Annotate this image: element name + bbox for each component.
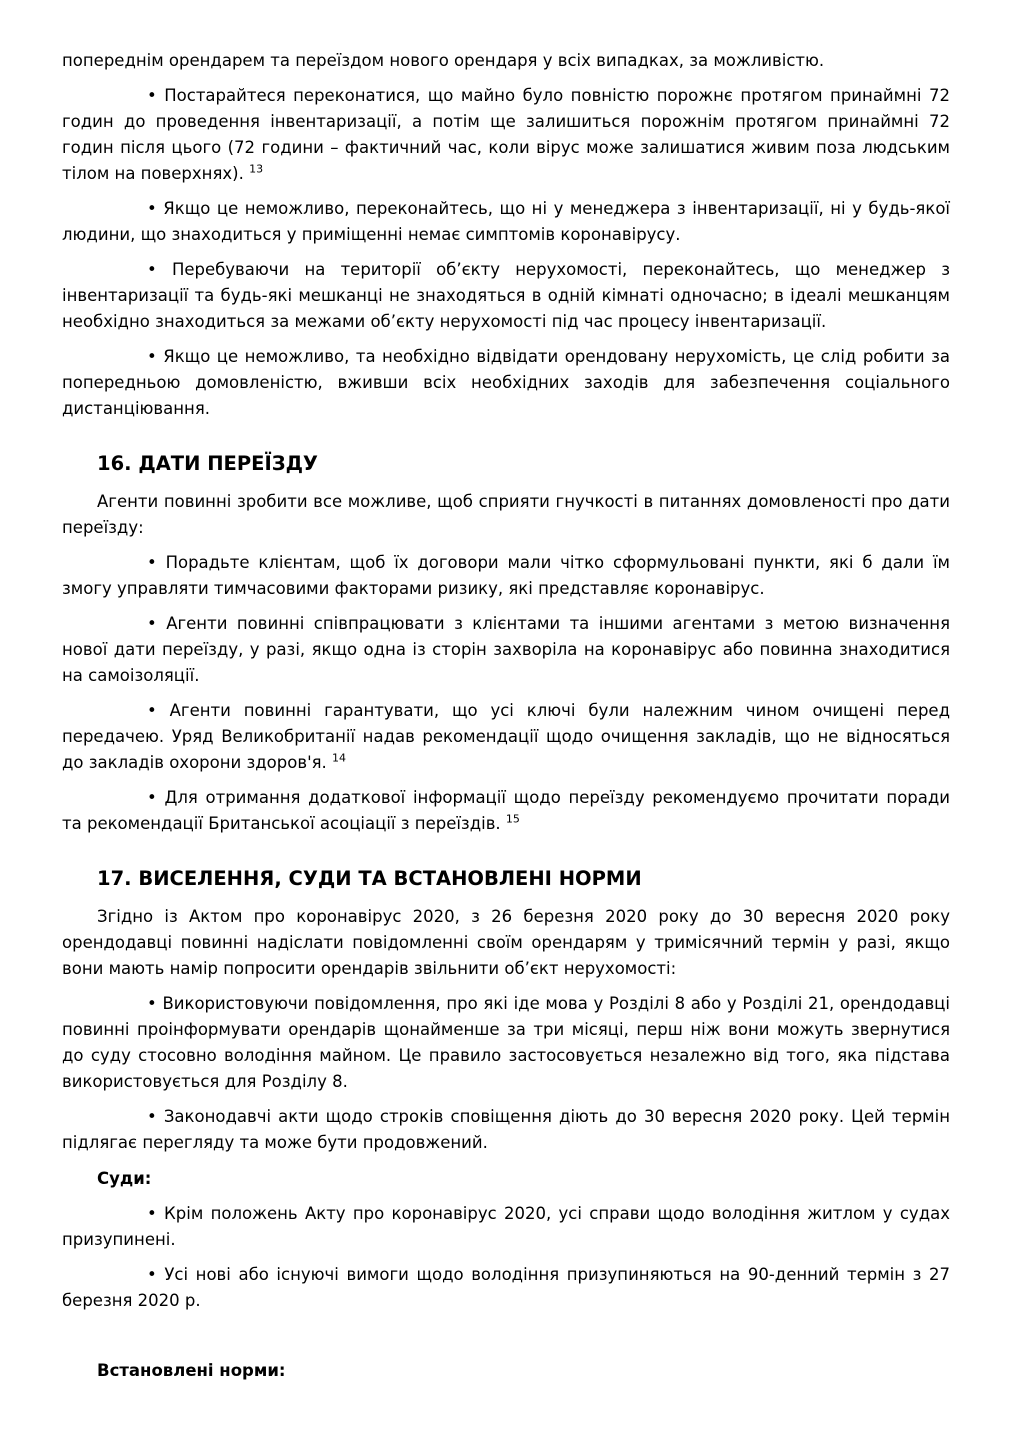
- paragraph: попереднім орендарем та переїздом нового орендаря у всіх випадках, за можливістю.: [62, 51, 825, 70]
- bullet-item: • Законодавчі акти щодо строків сповіщення діють до 30 вересня 2020 року. Цей термін підлягає перегляду та може бути продовжений.: [62, 1107, 950, 1152]
- bullet-marker: •: [147, 553, 166, 572]
- footnote-ref: 14: [332, 751, 347, 765]
- bullet-marker: •: [147, 701, 170, 720]
- bullet-marker: •: [147, 1204, 165, 1223]
- bullet-marker: •: [147, 199, 164, 218]
- bullet-item: • Використовуючи повідомлення, про які іде мова у Розділі 8 або у Розділі 21, орендодавці повинні проінформувати орендарів щонайменше за три місяці, перш ніж вони можуть звернутися до суду стосовно володіння майном. Це правило застосовується незалежно від того, яка підстава використовується для Розділу 8.: [62, 994, 950, 1091]
- footnote-ref: 15: [505, 812, 520, 826]
- subsection-heading: Суди:: [97, 1169, 152, 1188]
- bullet-item: • Усі нові або існуючі вимоги щодо володіння призупиняються на 90-денний термін з 27 березня 2020 р.: [62, 1265, 950, 1310]
- bullet-marker: •: [147, 788, 165, 807]
- bullet-marker: •: [147, 260, 172, 279]
- bullet-marker: •: [147, 347, 164, 366]
- bullet-item: • Для отримання додаткової інформації щодо переїзду рекомендуємо прочитати поради та рекомендації Британської асоціації з переїздів. $^{15}$: [62, 788, 951, 833]
- bullet-item: • Агенти повинні співпрацювати з клієнтами та іншими агентами з метою визначення нової дати переїзду, у разі, якщо одна із сторін захворіла на коронавірус або повинна знаходитися на самоізоляції.: [62, 614, 950, 685]
- bullet-item: • Порадьте клієнтам, щоб їх договори мали чітко сформульовані пункти, які б дали їм змогу управляти тимчасовими факторами ризику, які представляє коронавірус.: [62, 553, 950, 598]
- bullet-marker: •: [147, 994, 163, 1013]
- bullet-marker: •: [147, 614, 167, 633]
- bullet-marker: •: [147, 1107, 164, 1126]
- bullet-marker: •: [147, 86, 165, 105]
- bullet-item: • Крім положень Акту про коронавірус 2020, усі справи щодо володіння житлом у судах призупинені.: [62, 1204, 950, 1249]
- bullet-item: • Якщо це неможливо, та необхідно відвідати орендовану нерухомість, це слід робити за попередньою домовленістю, вживши всіх необхідних заходів для забезпечення соціального дистанціювання.: [62, 347, 951, 418]
- bullet-item: • Якщо це неможливо, переконайтесь, що ні у менеджера з інвентаризації, ні у будь-якої людини, що знаходиться у приміщенні немає симптомів коронавірусу.: [62, 199, 950, 244]
- bullet-item: • Агенти повинні гарантувати, що усі ключі були належним чином очищені перед передачею. Уряд Великобританії надав рекомендації щодо очищення закладів, що не відносяться до закладів охорони здоров'я. $^{14}$: [62, 701, 950, 772]
- subsection-heading: Встановлені норми:: [97, 1361, 286, 1380]
- paragraph: Згідно із Актом про коронавірус 2020, з 26 березня 2020 року до 30 вересня 2020 року орендодавці повинні надіслати повідомленні своїм орендарям у тримісячний термін у разі, якщо вони мають намір попросити орендарів звільнити об’єкт нерухомості:: [62, 907, 950, 978]
- section-heading: 17. ВИСЕЛЕННЯ, СУДИ ТА ВСТАНОВЛЕНІ НОРМИ: [97, 867, 642, 890]
- section-heading: 16. ДАТИ ПЕРЕЇЗДУ: [97, 452, 318, 475]
- footnote-ref: 13: [249, 162, 264, 176]
- bullet-marker: •: [147, 1265, 165, 1284]
- bullet-item: • Перебуваючи на території об’єкту нерухомості, переконайтесь, що менеджер з інвентаризації та будь-які мешканці не знаходяться в одній кімнаті одночасно; в ідеалі мешканцям необхідно знаходиться за межами об’єкту нерухомості під час процесу інвентаризації.: [62, 260, 950, 331]
- document-content: [62, 48, 950, 1384]
- paragraph: Агенти повинні зробити все можливе, щоб сприяти гнучкості в питаннях домовленості про дати переїзду:: [62, 492, 950, 537]
- bullet-item: • Постарайтеся переконатися, що майно було повністю порожнє протягом принаймні 72 годин до проведення інвентаризації, а потім ще залишиться порожнім протягом принаймні 72 годин після цього (72 години – фактичний час, коли вірус може залишатися живим поза людським тілом на поверхнях). $^{13}$: [62, 86, 950, 183]
